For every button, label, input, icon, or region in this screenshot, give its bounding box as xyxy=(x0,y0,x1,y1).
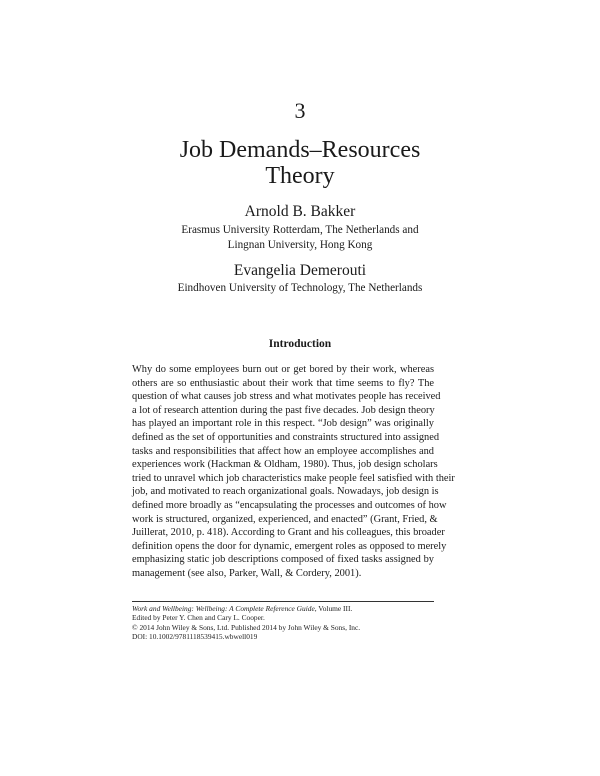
paragraph-line: Why do some employees burn out or get bored by their work, whereas xyxy=(132,364,434,375)
author-affiliation-1 xyxy=(0,223,600,253)
chapter-title-line-2: Theory xyxy=(265,163,335,189)
author-1-affiliation-line-1: Erasmus University Rotterdam, The Netherlands and xyxy=(181,224,419,236)
footer-divider xyxy=(132,601,434,602)
paragraph-line: others are so enthusiastic about their work that time seems to fly? The xyxy=(132,377,434,389)
paragraph-line: experiences work (Hackman & Oldham, 1980). Thus, job design scholars xyxy=(132,459,438,471)
chapter-title xyxy=(0,137,600,189)
footer-volume: , Volume III. xyxy=(314,604,353,613)
paragraph-line: emphasizing static job descriptions composed of fixed tasks assigned by xyxy=(132,554,434,566)
author-1-affiliation-line-2: Lingnan University, Hong Kong xyxy=(227,239,373,251)
paragraph-line: Juillerat, 2010, p. 418). According to Grant and his colleagues, this broader xyxy=(132,527,445,539)
paragraph-line: work is structured, organized, experienced, and enacted” (Grant, Fried, & xyxy=(132,513,438,525)
paragraph-line: defined more broadly as “encapsulating the processes and outcomes of how xyxy=(132,499,447,511)
footer-copyright: © 2014 John Wiley & Sons, Ltd. Published 2014 by John Wiley & Sons, Inc. xyxy=(132,622,361,632)
footer-citation xyxy=(132,604,452,641)
paragraph-line: job, and motivated to reach organizational goals. Nowadays, job design is xyxy=(132,486,439,498)
paragraph-line: a lot of research attention during the past five decades. Job design theory xyxy=(132,404,435,416)
body-paragraph xyxy=(132,363,455,581)
paragraph-line: has played an important role in this respect. “Job design” was originally xyxy=(132,418,434,430)
author-name-1: Arnold B. Bakker xyxy=(244,203,356,220)
author-name-2: Evangelia Demerouti xyxy=(233,262,367,279)
paragraph-line: tried to unravel which job characteristics make people feel satisfied with their xyxy=(132,472,455,484)
chapter-number: 3 xyxy=(294,98,306,123)
footer-book-title: Work and Wellbeing: Wellbeing: A Complete Reference Guide xyxy=(132,604,315,613)
paragraph-line: management (see also, Parker, Wall, & Cordery, 2001). xyxy=(132,567,362,579)
paragraph-line: defined as the set of opportunities and constraints structured into assigned xyxy=(132,431,440,443)
paragraph-line: definition opens the door for dynamic, emergent roles as opposed to merely xyxy=(132,540,447,552)
author-affiliation-2: Eindhoven University of Technology, The Netherlands xyxy=(177,282,423,294)
footer-book-line xyxy=(132,604,452,613)
section-heading: Introduction xyxy=(268,338,332,350)
paragraph-line: tasks and responsibilities that affect how an employee accomplishes and xyxy=(132,445,434,457)
footer-editors: Edited by Peter Y. Chen and Cary L. Cooper. xyxy=(132,613,265,623)
paragraph-line: question of what causes job stress and what motivates people has received xyxy=(132,391,441,403)
footer-doi: DOI: 10.1002/9781118539415.wbwell019 xyxy=(132,631,258,641)
chapter-title-line-1: Job Demands–Resources xyxy=(179,137,421,163)
